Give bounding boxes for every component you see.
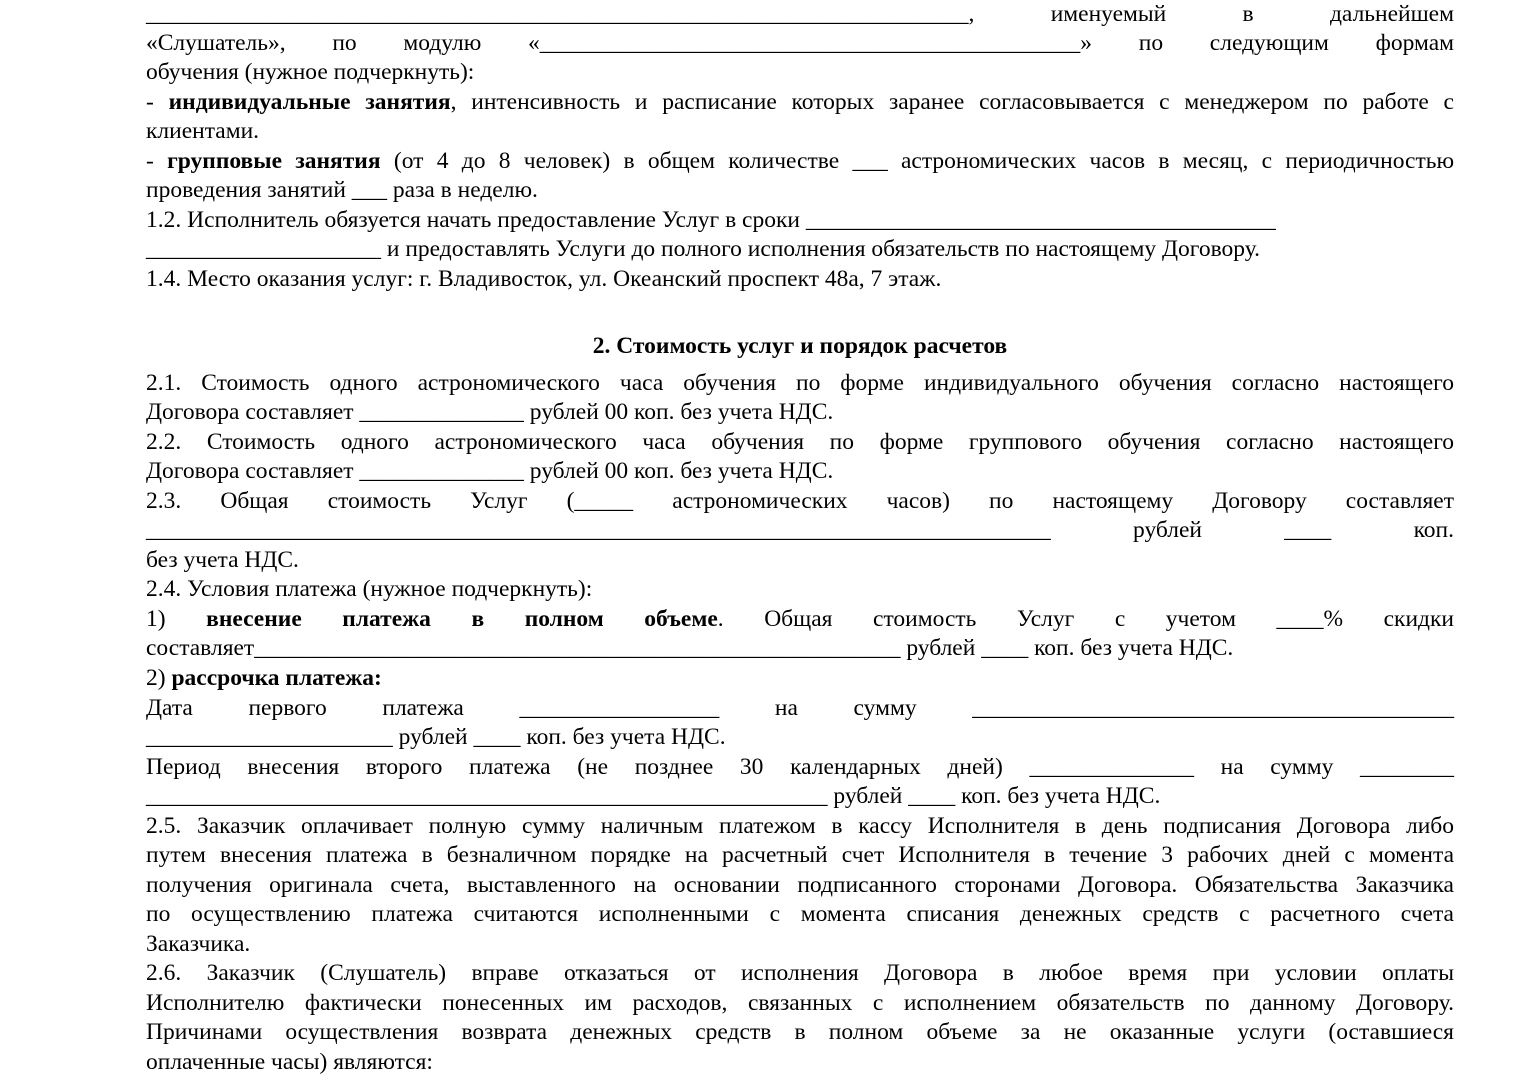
text-line	[146, 546, 1454, 575]
text-fragment: без учета НДС.	[146, 547, 299, 573]
text-fragment: Договора составляет ______________ рублей 00 коп. без учета НДС.	[146, 399, 834, 425]
text-fragment: обучения (нужное подчеркнуть):	[146, 59, 475, 85]
text-line	[146, 575, 1454, 604]
text-fragment: 2)	[146, 665, 172, 691]
text-line	[146, 29, 1454, 58]
text-line	[146, 487, 1454, 516]
text-line	[146, 841, 1454, 870]
text-line	[146, 235, 1454, 264]
text-line	[146, 369, 1454, 398]
text-fragment: (от 4 до 8 человек) в общем количестве ___ астрономических часов в месяц, с периодичностью	[380, 148, 1455, 174]
text-line	[146, 117, 1454, 146]
text-line	[146, 1048, 1454, 1077]
text-line	[146, 88, 1454, 117]
text-fragment: , интенсивность и расписание которых заранее согласовывается с менеджером по работе с	[450, 89, 1454, 115]
text-line	[146, 58, 1454, 87]
text-line	[146, 428, 1454, 457]
text-fragment: 2.6. Заказчик (Слушатель) вправе отказаться от исполнения Договора в любое время при условии оплаты	[146, 960, 1454, 986]
text-fragment: 2.5. Заказчик оплачивает полную сумму наличным платежом в кассу Исполнителя в день подписания Договора либо	[146, 813, 1454, 839]
text-fragment: 2.4. Условия платежа (нужное подчеркнуть):	[146, 576, 593, 602]
text-line	[146, 694, 1454, 723]
text-fragment: _____________________ рублей ____ коп. без учета НДС.	[146, 724, 726, 750]
text-fragment: «Слушатель», по модулю «______________________________________________» по следующим формам	[146, 30, 1454, 56]
bold-text: внесение платежа в полном объеме	[206, 606, 718, 632]
text-line	[146, 0, 1454, 29]
text-fragment: ______________________________________________________________________, именуемый в дальнейшем	[146, 1, 1454, 27]
text-line	[146, 989, 1454, 1018]
text-fragment: . Общая стоимость Услуг с учетом ____% скидки	[717, 606, 1454, 632]
text-line	[146, 147, 1454, 176]
text-fragment: Причинами осуществления возврата денежных средств в полном объеме за не оказанные услуги (оставшиеся	[146, 1019, 1454, 1045]
text-line	[146, 457, 1454, 486]
text-fragment: оплаченные часы) являются:	[146, 1049, 433, 1075]
text-fragment: составляет_______________________________________________________ рублей ____ коп. без учета НДС.	[146, 635, 1234, 661]
text-fragment: _____________________________________________________________________________ рублей ____ коп.	[146, 517, 1454, 543]
text-line	[146, 265, 1454, 294]
text-line	[146, 605, 1454, 634]
text-line	[146, 871, 1454, 900]
text-fragment: Период внесения второго платежа (не позднее 30 календарных дней) ______________ на сумму ________	[146, 754, 1454, 780]
text-fragment: Заказчика.	[146, 931, 251, 957]
text-fragment: 2. Стоимость услуг и порядок расчетов	[592, 333, 1008, 359]
bold-text: групповые занятия	[167, 148, 381, 174]
text-line	[146, 753, 1454, 782]
text-fragment: получения оригинала счета, выставленного на основании подписанного сторонами Договора. Обязательства Заказчика	[146, 872, 1454, 898]
text-fragment: проведения занятий ___ раза в неделю.	[146, 177, 538, 203]
text-fragment: клиентами.	[146, 118, 260, 144]
text-line	[146, 664, 1454, 693]
text-fragment: по осуществлению платежа считаются исполненными с момента списания денежных средств с расчетного счета	[146, 901, 1454, 927]
text-fragment: 2.3. Общая стоимость Услуг (_____ астрономических часов) по настоящему Договору составляет	[146, 488, 1454, 514]
text-line	[146, 723, 1454, 752]
text-line	[146, 206, 1454, 235]
section-heading	[146, 332, 1454, 361]
text-line	[146, 176, 1454, 205]
bold-text: рассрочка платежа:	[171, 665, 382, 691]
text-line	[146, 812, 1454, 841]
text-fragment: 1)	[146, 606, 207, 632]
bold-text: индивидуальные занятия	[168, 89, 451, 115]
text-line	[146, 634, 1454, 663]
text-fragment: -	[146, 148, 168, 174]
text-fragment: 1.2. Исполнитель обязуется начать предоставление Услуг в сроки ________________________________________	[146, 207, 1276, 233]
text-line	[146, 398, 1454, 427]
text-line	[146, 930, 1454, 959]
text-fragment: путем внесения платежа в безналичном порядке на расчетный счет Исполнителя в течение 3 рабочих дней с момента	[146, 842, 1454, 868]
text-fragment: ____________________ и предоставлять Услуги до полного исполнения обязательств по настоящему Договору.	[146, 236, 1260, 262]
text-line	[146, 900, 1454, 929]
text-fragment: Дата первого платежа _________________ на сумму _________________________________________	[146, 695, 1454, 721]
text-line	[146, 782, 1454, 811]
text-fragment: 2.2. Стоимость одного астрономического часа обучения по форме группового обучения согласно настоящего	[146, 429, 1454, 455]
text-fragment: __________________________________________________________ рублей ____ коп. без учета НДС.	[146, 783, 1161, 809]
text-line	[146, 1018, 1454, 1047]
text-fragment: 2.1. Стоимость одного астрономического часа обучения по форме индивидуального обучения согласно настоящего	[146, 370, 1454, 396]
text-line	[146, 959, 1454, 988]
text-fragment: -	[146, 89, 169, 115]
text-fragment: Договора составляет ______________ рублей 00 коп. без учета НДС.	[146, 458, 834, 484]
text-fragment: Исполнителю фактически понесенных им расходов, связанных с исполнением обязательств по данному Договору.	[146, 990, 1454, 1016]
text-line	[146, 516, 1454, 545]
text-fragment: 1.4. Место оказания услуг: г. Владивосток, ул. Океанский проспект 48а, 7 этаж.	[146, 266, 942, 292]
